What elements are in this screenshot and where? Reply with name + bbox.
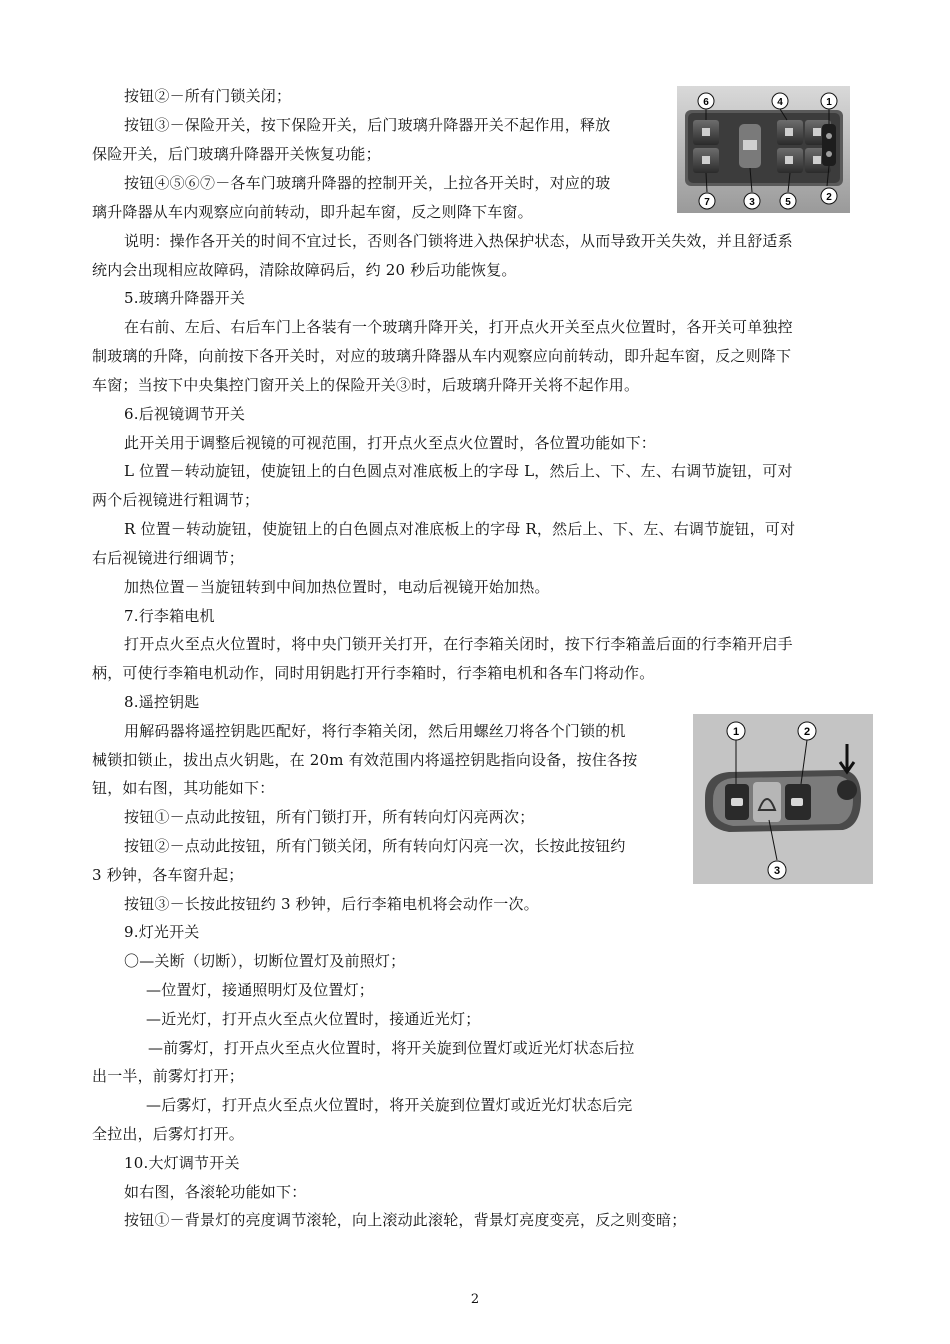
text-line: —后雾灯，打开点火至点火位置时，将开关旋到位置灯或近光灯状态后完 xyxy=(146,1096,633,1114)
callout-label: 2 xyxy=(826,192,832,203)
section-heading: 7.行李箱电机 xyxy=(124,607,215,625)
remote-key-illustration xyxy=(693,714,873,884)
callout-label: 1 xyxy=(732,726,740,738)
text-line: —前雾灯，打开点火至点火位置时，将开关旋到位置灯或近光灯状态后拉 xyxy=(148,1039,635,1057)
callout-label: 6 xyxy=(703,97,709,108)
text-line: 统内会出现相应故障码，清除故障码后，约 20 秒后功能恢复。 xyxy=(92,261,517,279)
text-line: —位置灯，接通照明灯及位置灯； xyxy=(146,981,375,999)
text-line: 两个后视镜进行粗调节； xyxy=(92,491,260,509)
text-line: 按钮①－背景灯的亮度调节滚轮，向上滚动此滚轮，背景灯亮度变亮，反之则变暗； xyxy=(124,1211,687,1229)
text-line: 按钮③－长按此按钮约 3 秒钟，后行李箱电机将会动作一次。 xyxy=(124,895,539,913)
text-line: 按钮③－保险开关，按下保险开关，后门玻璃升降器开关不起作用，释放 xyxy=(124,116,611,134)
section-heading: 5.玻璃升降器开关 xyxy=(124,289,246,307)
text-line: 按钮②－点动此按钮，所有门锁关闭，所有转向灯闪亮一次，长按此按钮约 xyxy=(124,837,626,855)
text-line: 保险开关，后门玻璃升降器开关恢复功能； xyxy=(92,145,381,163)
callout-label: 3 xyxy=(773,865,781,877)
text-line: 璃升降器从车内观察应向前转动，即升起车窗，反之则降下车窗。 xyxy=(92,203,533,221)
text-line: 车窗；当按下中央集控门窗开关上的保险开关③时，后玻璃升降开关将不起作用。 xyxy=(92,376,640,394)
text-line: L 位置－转动旋钮，使旋钮上的白色圆点对准底板上的字母 L，然后上、下、左、右调节旋钮，可对 xyxy=(124,462,793,480)
text-line: 出一半，前雾灯打开； xyxy=(92,1067,245,1085)
section-heading: 10.大灯调节开关 xyxy=(124,1154,240,1172)
text-line: 按钮①－点动此按钮，所有门锁打开，所有转向灯闪亮两次； xyxy=(124,808,535,826)
page-number: 2 xyxy=(470,1292,480,1307)
callout-label: 2 xyxy=(803,726,811,738)
text-line: 打开点火至点火位置时，将中央门锁开关打开，在行李箱关闭时，按下行李箱盖后面的行李箱开启手 xyxy=(124,635,793,653)
text-line: 如右图，各滚轮功能如下： xyxy=(124,1183,307,1201)
text-line: 柄，可使行李箱电机动作，同时用钥匙打开行李箱时，行李箱电机和各车门将动作。 xyxy=(92,664,655,682)
window-switch-photo xyxy=(677,86,850,213)
section-heading: 6.后视镜调节开关 xyxy=(124,405,246,423)
callout-label: 3 xyxy=(749,197,755,208)
text-line: 制玻璃的升降，向前按下各开关时，对应的玻璃升降器从车内观察应向前转动，即升起车窗，反之则降下 xyxy=(92,347,792,365)
text-line: 加热位置－当旋钮转到中间加热位置时，电动后视镜开始加热。 xyxy=(124,578,550,596)
text-line: 说明：操作各开关的时间不宜过长，否则各门锁将进入热保护状态，从而导致开关失效，并且舒适系 xyxy=(124,232,793,250)
text-line: 按钮④⑤⑥⑦－各车门玻璃升降器的控制开关，上拉各开关时，对应的玻 xyxy=(124,174,611,192)
section-heading: 8.遥控钥匙 xyxy=(124,693,200,711)
callout-label: 4 xyxy=(777,97,783,108)
text-line: 此开关用于调整后视镜的可视范围，打开点火至点火位置时，各位置功能如下： xyxy=(124,434,657,452)
text-line: 全拉出，后雾灯打开。 xyxy=(92,1125,245,1143)
text-line: 钮，如右图，其功能如下： xyxy=(92,779,275,797)
text-line: 械锁扣锁止，拔出点火钥匙，在 20m 有效范围内将遥控钥匙指向设备，按住各按 xyxy=(92,751,638,769)
callout-label: 1 xyxy=(826,97,832,108)
remote-key-photo xyxy=(693,714,873,884)
text-line: 右后视镜进行细调节； xyxy=(92,549,245,567)
text-line: 在右前、左后、右后车门上各装有一个玻璃升降开关，打开点火开关至点火位置时，各开关可单独控 xyxy=(124,318,793,336)
text-line: 用解码器将遥控钥匙匹配好，将行李箱关闭，然后用螺丝刀将各个门锁的机 xyxy=(124,722,626,740)
text-line: 按钮②－所有门锁关闭； xyxy=(124,87,292,105)
text-line: 3 秒钟，各车窗升起； xyxy=(92,866,244,884)
callout-label: 5 xyxy=(785,197,791,208)
text-line: —近光灯，打开点火至点火位置时，接通近光灯； xyxy=(146,1010,481,1028)
window-switch-illustration xyxy=(677,86,850,213)
callout-label: 7 xyxy=(704,197,710,208)
section-heading: 9.灯光开关 xyxy=(124,923,200,941)
text-line: R 位置－转动旋钮，使旋钮上的白色圆点对准底板上的字母 R，然后上、下、左、右调节旋钮，可对 xyxy=(124,520,796,538)
text-line: 〇—关断（切断），切断位置灯及前照灯； xyxy=(124,952,406,970)
